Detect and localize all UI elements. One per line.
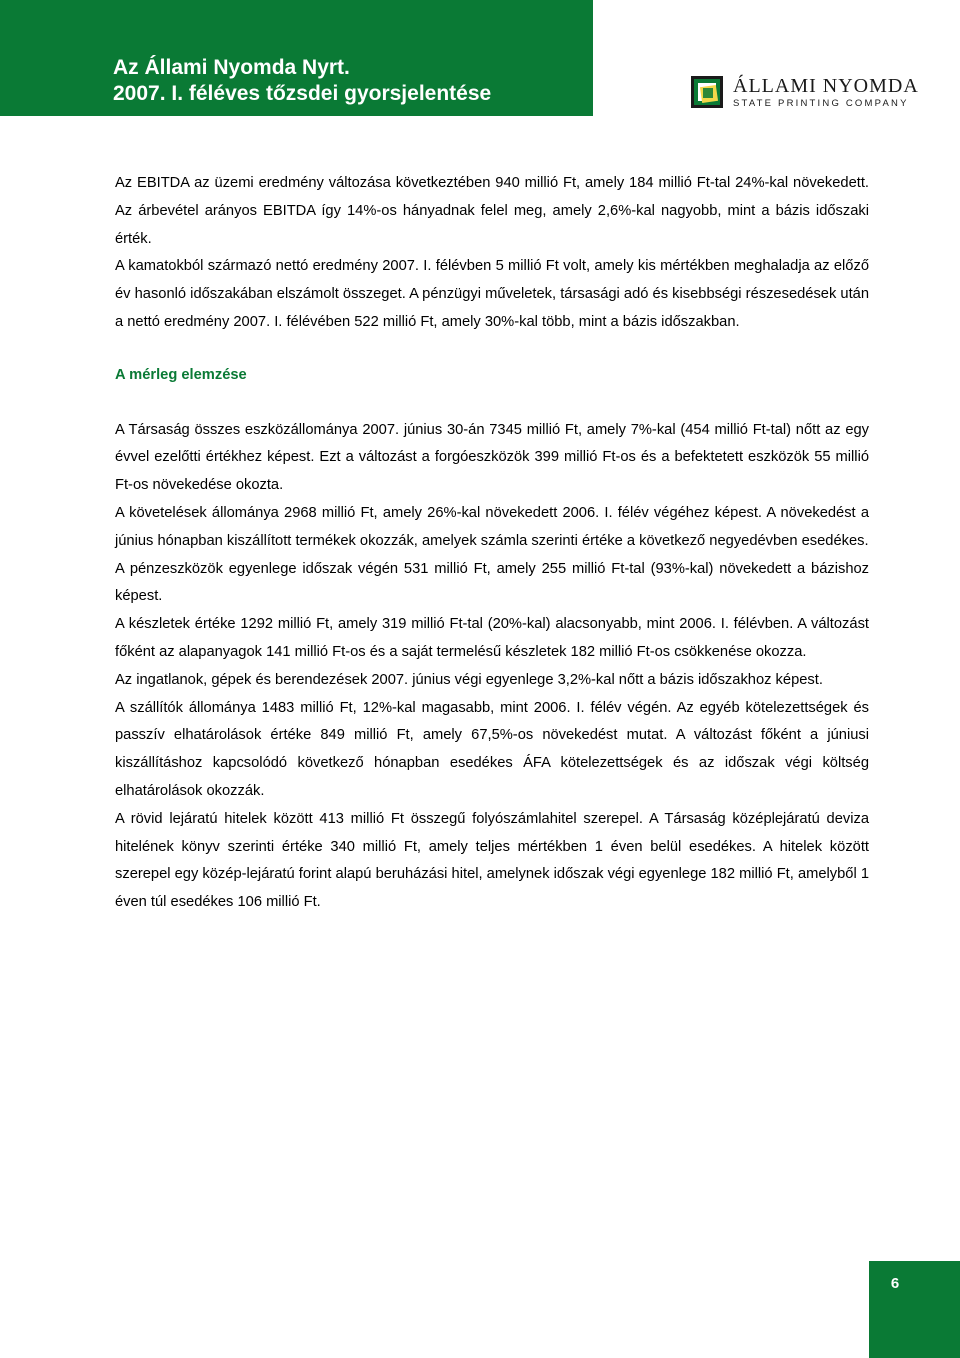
logo-subtitle: STATE PRINTING COMPANY [733,98,909,109]
header-band [0,0,593,116]
paragraph-receivables: A követelések állománya 2968 millió Ft, amely 26%-kal növekedett 2006. I. félév végéhez képest. A növekedést a június hónapban kiszállított termékek okozzák, amelyek számla szerinti értéke a következő negyedévben esedékes. [115,504,869,549]
document-body [115,170,869,917]
paragraph-loans: A rövid lejáratú hitelek között 413 millió Ft összegű folyószámlahitel szerepel. A Társaság középlejáratú deviza hitelének könyv szerinti értéke 340 millió Ft, amely teljes mértékben 1 éven belül esedékes. A hitelek között szerepel egy közép-lejáratú forint alapú beruházási hitel, amelynek időszak végi egyenlege 182 millió Ft, amelyből 1 éven túl esedékes 106 millió Ft. [115,810,869,911]
title-line-1: Az Állami Nyomda Nyrt. [113,56,350,79]
paragraph-suppliers: A szállítók állománya 1483 millió Ft, 12%-kal magasabb, mint 2006. I. félév végén. Az egyéb kötelezettségek és passzív elhatárolások értéke 849 millió Ft, amely 67,5%-os növekedést mutat. A változást főként a júniusi kiszállításhoz kapcsolódó következő hónapban esedékes ÁFA kötelezettségek és az időszak végi költség elhatárolások okozzák. [115,699,869,799]
document-title [113,55,491,107]
square-emblem-icon [691,76,723,108]
paragraph-cash: A pénzeszközök egyenlege időszak végén 531 millió Ft, amely 255 millió Ft-tal (93%-kal) növekedett a bázishoz képest. [115,560,869,605]
page-number-box [869,1261,960,1358]
paragraph-total-assets: A Társaság összes eszközállománya 2007. június 30-án 7345 millió Ft, amely 7%-kal (454 millió Ft-tal) nőtt az egy évvel ezelőtti értékhez képest. Ezt a változást a forgóeszközök 399 millió Ft-os és a befektetett eszközök 55 millió Ft-os növekedése okozta. [115,421,869,494]
paragraph-property: Az ingatlanok, gépek és berendezések 2007. június végi egyenlege 3,2%-kal nőtt a bázis időszakhoz képest. [115,671,823,688]
paragraph-ebitda: Az EBITDA az üzemi eredmény változása következtében 940 millió Ft, amely 184 millió Ft-tal 24%-kal növekedett. Az árbevétel arányos EBITDA így 14%-os hányadnak felel meg, amely 2,6%-kal nagyobb, mint a bázis időszaki érték. [115,175,869,247]
section-heading: A mérleg elemzése [115,366,247,383]
paragraph-inventories: A készletek értéke 1292 millió Ft, amely 319 millió Ft-tal (20%-kal) alacsonyabb, mint 2006. I. félévben. A változást főként az alapanyagok 141 millió Ft-os és a saját termelésű készletek 182 millió Ft-os csökkenése okozza. [115,616,869,660]
paragraph-interest-result: A kamatokból származó nettó eredmény 2007. I. félévben 5 millió Ft volt, amely kis mértékben meghaladja az előző év hasonló időszakában elszámolt összeget. A pénzügyi műveletek, társasági adó és kisebbségi részesedések után a nettó eredmény 2007. I. félévében 522 millió Ft, amely 30%-kal több, mint a bázis időszakban. [115,258,869,330]
logo-wordmark: ÁLLAMI NYOMDA [733,75,919,97]
company-logo [691,75,919,112]
title-line-2: 2007. I. féléves tőzsdei gyorsjelentése [113,82,492,105]
page-number: 6 [890,1275,900,1292]
